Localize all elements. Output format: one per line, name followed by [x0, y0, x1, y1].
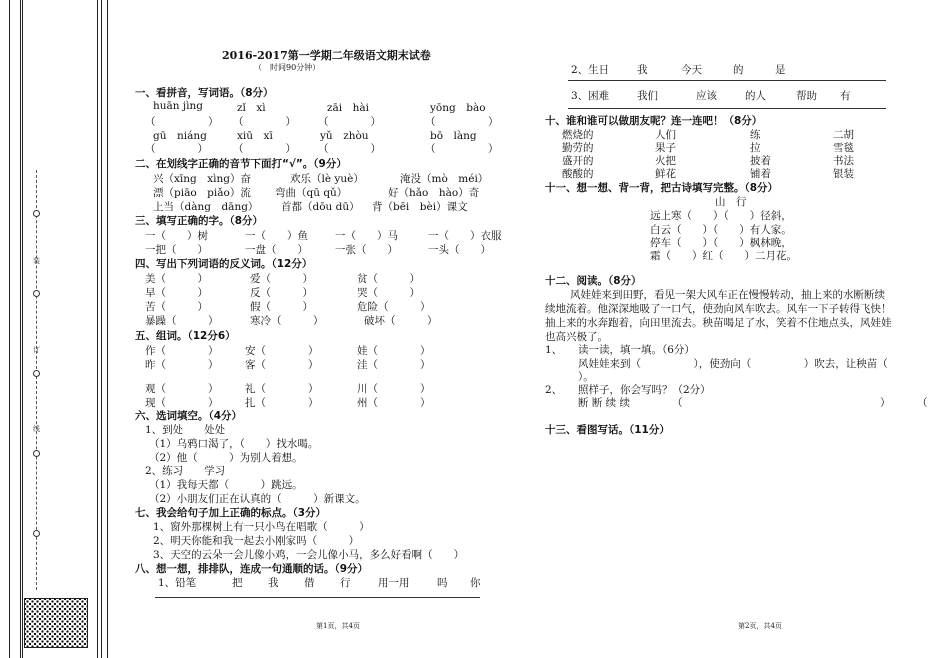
section-1-heading: 一、看拼音，写词语。（8分）: [135, 87, 274, 99]
word-item[interactable]: 洼（ ）: [357, 359, 431, 371]
word-item[interactable]: 川（ ）: [357, 383, 431, 395]
punctuation-line[interactable]: 1、窗外那棵树上有一只小鸟在唱歌（ ）: [153, 521, 370, 533]
poem-line[interactable]: 远上寒（ ）（ ）径斜，: [650, 210, 792, 222]
binding-hole: [33, 290, 40, 297]
section-11-heading: 十一、想一想、背一背，把古诗填写完整。（8分）: [545, 182, 779, 194]
dashed-binding-line: [36, 170, 37, 590]
word-item[interactable]: 作（ ）: [145, 345, 219, 357]
pinyin-item: zāi hài: [327, 102, 370, 114]
reorder-word: 有: [840, 90, 851, 102]
reorder-word: 行: [340, 577, 351, 589]
syllable-item: 弯曲（qū qǔ）: [275, 187, 348, 199]
margin-line-2: [22, 0, 23, 658]
reorder-word: 的: [733, 64, 744, 76]
answer-blank[interactable]: （ ）: [233, 143, 296, 155]
fill-item[interactable]: 一（ ）树: [145, 230, 208, 242]
antonym-item[interactable]: 贫（ ）: [357, 273, 420, 285]
syllable-item: 淹没（mò méi）: [400, 173, 489, 185]
reorder-word: 我: [268, 577, 279, 589]
word-item[interactable]: 扎（ ）: [245, 397, 319, 409]
pinyin-item: yǔ zhòu: [320, 130, 369, 142]
match-right-item[interactable]: 书法: [833, 155, 854, 167]
reorder-word: 1、铅笔: [158, 577, 197, 589]
word-item[interactable]: 客（ ）: [245, 359, 319, 371]
pinyin-item: zǐ xì: [237, 102, 266, 114]
section-3-heading: 三、填写正确的字。（8分）: [135, 215, 264, 227]
match-left-item[interactable]: 勤劳的: [562, 142, 594, 154]
section-6-heading: 六、选词填空。（4分）: [135, 410, 243, 422]
reorder-word: 我: [637, 64, 648, 76]
answer-blank[interactable]: （ ）: [145, 116, 219, 128]
exam-subtitle: （ 时间90分钟）: [254, 63, 321, 72]
match-noun-item[interactable]: 人们: [655, 129, 676, 141]
match-left-item[interactable]: 酸酸的: [562, 168, 594, 180]
reorder-word: 应该: [696, 90, 717, 102]
reorder-word: 帮助: [796, 90, 817, 102]
antonym-item[interactable]: 暴躁（ ）: [145, 315, 219, 327]
match-verb-item[interactable]: 铺着: [750, 168, 771, 180]
word-item[interactable]: 娃（ ）: [357, 345, 431, 357]
margin-line-1: [20, 0, 21, 658]
antonym-item[interactable]: 寒冷（ ）: [250, 315, 324, 327]
syllable-item: 欢乐（lè yuè）: [290, 173, 364, 185]
answer-blank[interactable]: （ ）: [425, 116, 499, 128]
antonym-item[interactable]: 早（ ）: [145, 287, 208, 299]
pinyin-item: yōng bào: [430, 102, 486, 114]
question-number: 2、: [545, 384, 563, 396]
binding-hole: [33, 210, 40, 217]
punctuation-line[interactable]: 2、明天你能和我一起去小刚家吗（ ）: [153, 535, 360, 547]
match-noun-item[interactable]: 火把: [655, 155, 676, 167]
page-footer-right: 第2页，共4页: [738, 622, 782, 630]
question-line[interactable]: （1）我每天都（ ）跳远。: [149, 479, 303, 491]
binding-hole: [33, 530, 40, 537]
match-noun-item[interactable]: 果子: [655, 142, 676, 154]
match-left-item[interactable]: 燃烧的: [562, 129, 594, 141]
section-7-heading: 七、我会给句子加上正确的标点。（3分）: [135, 507, 327, 519]
reorder-word: 借: [304, 577, 315, 589]
answer-blank[interactable]: （ ）: [425, 143, 499, 155]
answer-blank[interactable]: （ ）: [233, 116, 296, 128]
answer-blank[interactable]: ）: [880, 397, 891, 409]
reorder-word: 用一用: [378, 577, 410, 589]
poem-line[interactable]: 霜（ ）红（ ）二月花。: [650, 250, 797, 262]
match-left-item[interactable]: 盛开的: [562, 155, 594, 167]
margin-label-bot: 线: [33, 425, 40, 433]
margin-line-3: [97, 0, 98, 658]
syllable-item: 好（hǎo hào）奇: [388, 187, 480, 199]
pinyin-item: bō làng: [430, 130, 477, 142]
punctuation-line[interactable]: 3、天空的云朵一会儿像小鸡，一会儿像小马，多么好看啊（ ）: [153, 549, 465, 561]
pinyin-item: xiū xī: [237, 130, 273, 142]
exam-title: 2016-2017第一学期二年级语文期末试卷: [222, 49, 431, 62]
answer-line[interactable]: [568, 80, 886, 81]
answer-blank[interactable]: （ ）: [145, 143, 208, 155]
match-right-item[interactable]: 二胡: [833, 129, 854, 141]
syllable-item: 首都（dōu dū）: [281, 201, 360, 213]
answer-blank[interactable]: （ ）: [318, 116, 381, 128]
antonym-item[interactable]: 破坏（ ）: [364, 315, 438, 327]
answer-blank[interactable]: （: [672, 397, 683, 409]
syllable-item: 兴（xīng xìng）奋: [153, 173, 252, 185]
reorder-word: 2、生日: [571, 64, 610, 76]
reorder-word: 把: [232, 577, 243, 589]
reading-fill-line[interactable]: ）。: [578, 371, 594, 383]
answer-blank[interactable]: （ ）: [318, 143, 381, 155]
syllable-item: 漂（piāo piǎo）流: [153, 187, 251, 199]
page-footer-left: 第1页，共4页: [316, 622, 360, 630]
word-choice: 1、到处 处处: [145, 424, 226, 436]
match-verb-item[interactable]: 练: [750, 129, 761, 141]
pinyin-item: gū niáng: [153, 130, 207, 142]
fill-item[interactable]: 一把（ ）: [145, 244, 208, 256]
reading-question: 照样子，你会写吗？（2分）: [578, 384, 711, 396]
answer-line[interactable]: [568, 108, 886, 109]
poem-line[interactable]: 停车（ ）（ ）枫林晚，: [650, 237, 792, 249]
antonym-item[interactable]: 苦（ ）: [145, 301, 208, 313]
section-8-heading: 八、想一想，排排队，连成一句通顺的话。（9分）: [135, 563, 369, 575]
syllable-item: 背（bēi bèi）课文: [372, 201, 468, 213]
fill-item[interactable]: 一（ ）马: [335, 230, 398, 242]
syllable-item: 上当（dàng dāng）: [153, 201, 259, 213]
decorative-pattern-block: [24, 598, 88, 648]
pinyin-item: huān jìng: [153, 100, 203, 112]
antonym-item[interactable]: 反（ ）: [250, 287, 313, 299]
reorder-word: 你: [470, 577, 481, 589]
fill-item[interactable]: 一盘（ ）: [245, 244, 308, 256]
margin-label-mid: 订: [33, 346, 40, 354]
reorder-word: 吗: [437, 577, 448, 589]
binding-hole: [33, 450, 40, 457]
section-5-heading: 五、组词。（12分6）: [135, 330, 236, 342]
reading-question: 读一读，填一填。（6分）: [578, 344, 695, 356]
fill-item[interactable]: 一（ ）衣服: [428, 230, 502, 242]
word-item[interactable]: 礼（ ）: [245, 383, 319, 395]
reading-paragraph-line: 抽上来的水奔跑着，向田里流去。秧苗喝足了水，笑着不住地点头，风娃娃: [545, 317, 892, 329]
reorder-word: 是: [775, 64, 786, 76]
reading-fill-line[interactable]: 风娃娃来到（ ），使劲向（ ）吹去，让秧苗（: [578, 358, 888, 370]
question-number: 1、: [545, 344, 563, 356]
word-item[interactable]: 州（ ）: [357, 397, 431, 409]
section-12-heading: 十二、阅读。（8分）: [545, 275, 642, 287]
poem-title: 山 行: [715, 196, 747, 208]
fill-item[interactable]: 一头（ ）: [428, 244, 491, 256]
section-13-heading: 十三、看图写话。（11分）: [545, 424, 670, 436]
margin-label-top: 装: [33, 257, 40, 265]
question-line[interactable]: （2）他（ ）为别人着想。: [149, 452, 303, 464]
reorder-word: 3、困难: [571, 90, 610, 102]
margin-line-5: [107, 0, 108, 658]
match-right-item[interactable]: 雪毯: [833, 142, 854, 154]
poem-line[interactable]: 白云（ ）（ ）有人家。: [650, 224, 792, 236]
section-10-heading: 十、谁和谁可以做朋友呢？连一连吧！（8分）: [545, 115, 763, 127]
reading-paragraph-line: 风娃娃来到田野，看见一架大风车正在慢慢转动，抽上来的水断断续: [570, 289, 885, 301]
reading-paragraph-line: 续地流着。他深深地吸了一口气，使劲向风车吹去。风车一下子转得飞快！: [545, 303, 892, 315]
answer-line[interactable]: [155, 597, 480, 598]
word-choice: 2、练习 学习: [145, 465, 226, 477]
match-verb-item[interactable]: 披着: [750, 155, 771, 167]
match-right-item[interactable]: 银装: [833, 168, 854, 180]
antonym-item[interactable]: 美（ ）: [145, 273, 208, 285]
margin-line-4: [101, 0, 102, 658]
antonym-item[interactable]: 爱（ ）: [250, 273, 313, 285]
antonym-item[interactable]: 哭（ ）: [357, 287, 420, 299]
section-4-heading: 四、写出下列词语的反义词。（12分）: [135, 258, 313, 270]
word-item[interactable]: 观（ ）: [145, 383, 219, 395]
fill-item[interactable]: 一（ ）鱼: [245, 230, 308, 242]
fill-item[interactable]: 一张（ ）: [335, 244, 398, 256]
word-item[interactable]: 现（ ）: [145, 397, 219, 409]
word-item[interactable]: 安（ ）: [245, 345, 319, 357]
reorder-word: 的人: [745, 90, 766, 102]
word-item[interactable]: 昨（ ）: [145, 359, 219, 371]
reorder-word: 我们: [637, 90, 658, 102]
reading-paragraph-line: 也高兴极了。: [545, 331, 608, 343]
example-word: 断 断 续 续: [578, 397, 631, 409]
match-noun-item[interactable]: 鲜花: [655, 168, 676, 180]
question-line[interactable]: （1）乌鸦口渴了，（ ）找水喝。: [149, 438, 319, 450]
match-verb-item[interactable]: 拉: [750, 142, 761, 154]
section-2-heading: 二、在划线字正确的音节下面打“√”。（9分）: [135, 158, 347, 170]
answer-blank[interactable]: （: [917, 397, 928, 409]
margin-line-outer: [9, 0, 10, 658]
antonym-item[interactable]: 危险（ ）: [357, 301, 431, 313]
reorder-word: 今天: [681, 64, 702, 76]
antonym-item[interactable]: 假（ ）: [250, 301, 313, 313]
question-line[interactable]: （2）小朋友们正在认真的（ ）新课文。: [149, 493, 366, 505]
binding-hole: [33, 370, 40, 377]
